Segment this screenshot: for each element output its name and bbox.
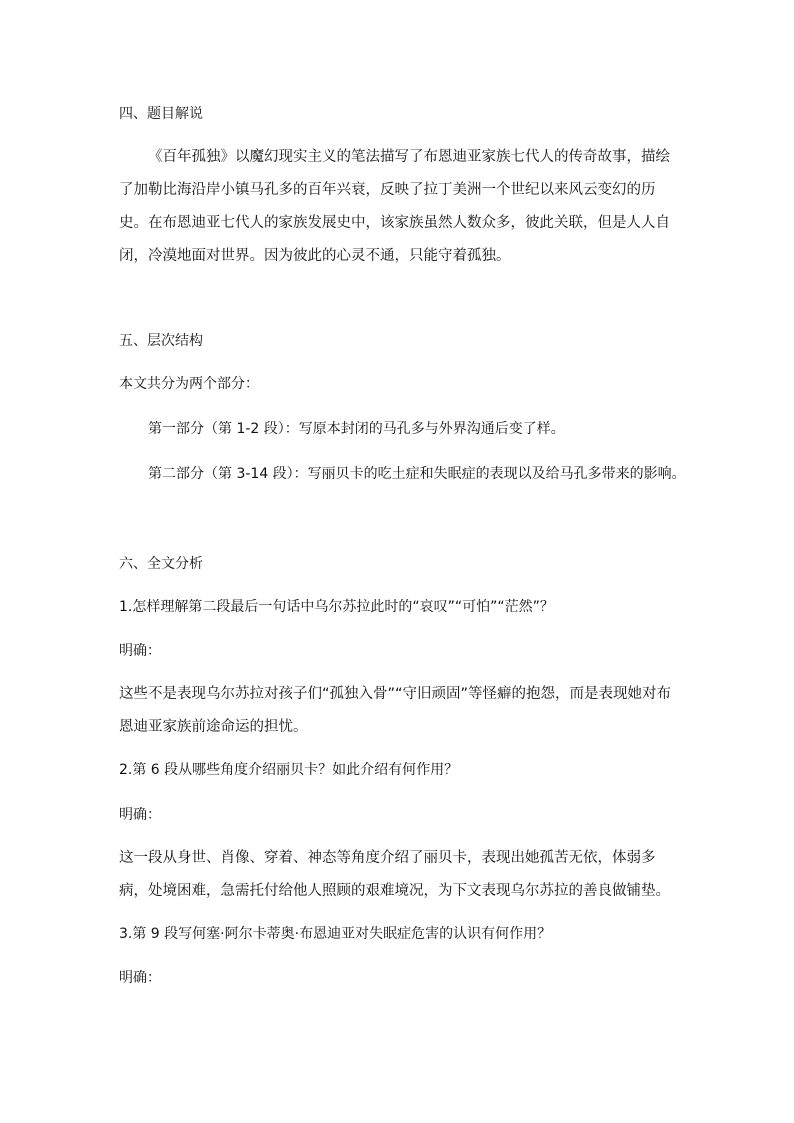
answer-1-label: 明确： xyxy=(119,643,161,659)
answer-2: 这一段从身世、肖像、穿着、神态等角度介绍了丽贝卡，表现出她孤苦无依，体弱多病，处境困难，急需托付给他人照顾的艰难境况，为下文表现乌尔苏拉的善良做铺垫。 xyxy=(119,850,670,899)
section-5-part-2: 第二部分（第 3-14 段）：写丽贝卡的吃土症和失眠症的表现以及给马孔多带来的影响。 xyxy=(148,466,686,482)
answer-3-label: 明确： xyxy=(119,970,161,986)
question-2: 2.第 6 段从哪些角度介绍丽贝卡？如此介绍有何作用？ xyxy=(119,762,459,778)
question-3: 3.第 9 段写何塞·阿尔卡蒂奥·布恩迪亚对失眠症危害的认识有何作用？ xyxy=(119,926,552,942)
section-heading-5: 五、层次结构 xyxy=(119,333,203,349)
section-5-part-1: 第一部分（第 1-2 段）：写原本封闭的马孔多与外界沟通后变了样。 xyxy=(148,421,565,437)
section-heading-6: 六、全文分析 xyxy=(119,556,203,572)
answer-1: 这些不是表现乌尔苏拉对孩子们“孤独入骨”“守旧顽固”等怪癖的抱怨，而是表现她对布恩迪亚家族前途命运的担忧。 xyxy=(119,686,672,735)
answer-2-label: 明确： xyxy=(119,807,161,823)
section-5-intro: 本文共分为两个部分： xyxy=(119,376,259,392)
section-heading-4: 四、题目解说 xyxy=(119,106,203,122)
section-4-paragraph: 《百年孤独》以魔幻现实主义的笔法描写了布恩迪亚家族七代人的传奇故事，描绘了加勒比海沿岸小镇马孔多的百年兴衰，反映了拉丁美洲一个世纪以来风云变幻的历史。在布恩迪亚七代人的家族发展史中，该家族虽然人数众多，彼此关联，但是人人自闭，冷漠地面对世界。因为彼此的心灵不通，只能守着孤独。 xyxy=(119,149,670,264)
question-1: 1.怎样理解第二段最后一句话中乌尔苏拉此时的“哀叹”“可怕”“茫然”？ xyxy=(119,599,554,615)
